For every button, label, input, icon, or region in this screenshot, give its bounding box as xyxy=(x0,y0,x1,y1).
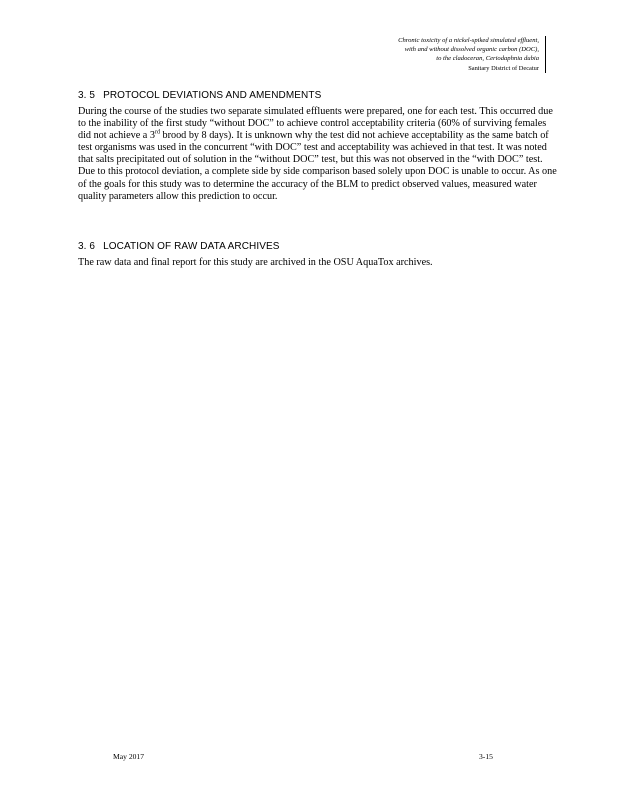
paragraph-text-part-1: During the course of the studies two separate simulated effluents were prepared, one for each test. This occurred due to the inability of the first study “without DOC” to achieve control acceptability criteria (60% of surviving females did not achieve a 3 xyxy=(78,106,553,142)
section-heading xyxy=(78,90,558,101)
section-title: LOCATION OF RAW DATA ARCHIVES xyxy=(103,241,280,252)
header-organization: Sanitary District of Decatur xyxy=(468,64,539,72)
superscript-ordinal: rd xyxy=(154,129,160,136)
header-title-line-3: to the cladoceran, Ceriodaphnia dubia xyxy=(436,55,539,63)
section-protocol-deviations xyxy=(78,90,558,203)
paragraph-text-part-2: brood by 8 days). It is unknown why the test did not achieve acceptability as the same batch of test organisms was used in the concurrent “with DOC” test and acceptability was achieved in that test. It was noted that salts precipitated out of solution in the “without DOC” test, but this was not observed in the “with DOC” test. Due to this protocol deviation, a complete side by side comparison based solely upon DOC is unable to occur. As one of the goals for this study was to determine the accuracy of the BLM to predict observed values, measured water quality parameters allow this prediction to occur. xyxy=(78,130,557,202)
section-number: 3. 6 xyxy=(78,241,96,252)
section-raw-data-archives xyxy=(78,241,558,269)
section-paragraph: The raw data and final report for this study are archived in the OSU AquaTox archives. xyxy=(78,257,433,268)
section-number: 3. 5 xyxy=(78,90,96,101)
footer-page-number: 3-15 xyxy=(479,752,493,761)
header-title-line-2: with and without dissolved organic carbon (DOC), xyxy=(404,46,539,54)
section-title: PROTOCOL DEVIATIONS AND AMENDMENTS xyxy=(103,90,322,101)
section-heading xyxy=(78,241,558,252)
section-paragraph xyxy=(78,106,558,203)
footer-date: May 2017 xyxy=(113,752,145,761)
header-title-line-1: Chronic toxicity of a nickel-spiked simulated effluent, xyxy=(398,37,539,44)
running-header xyxy=(279,36,546,73)
